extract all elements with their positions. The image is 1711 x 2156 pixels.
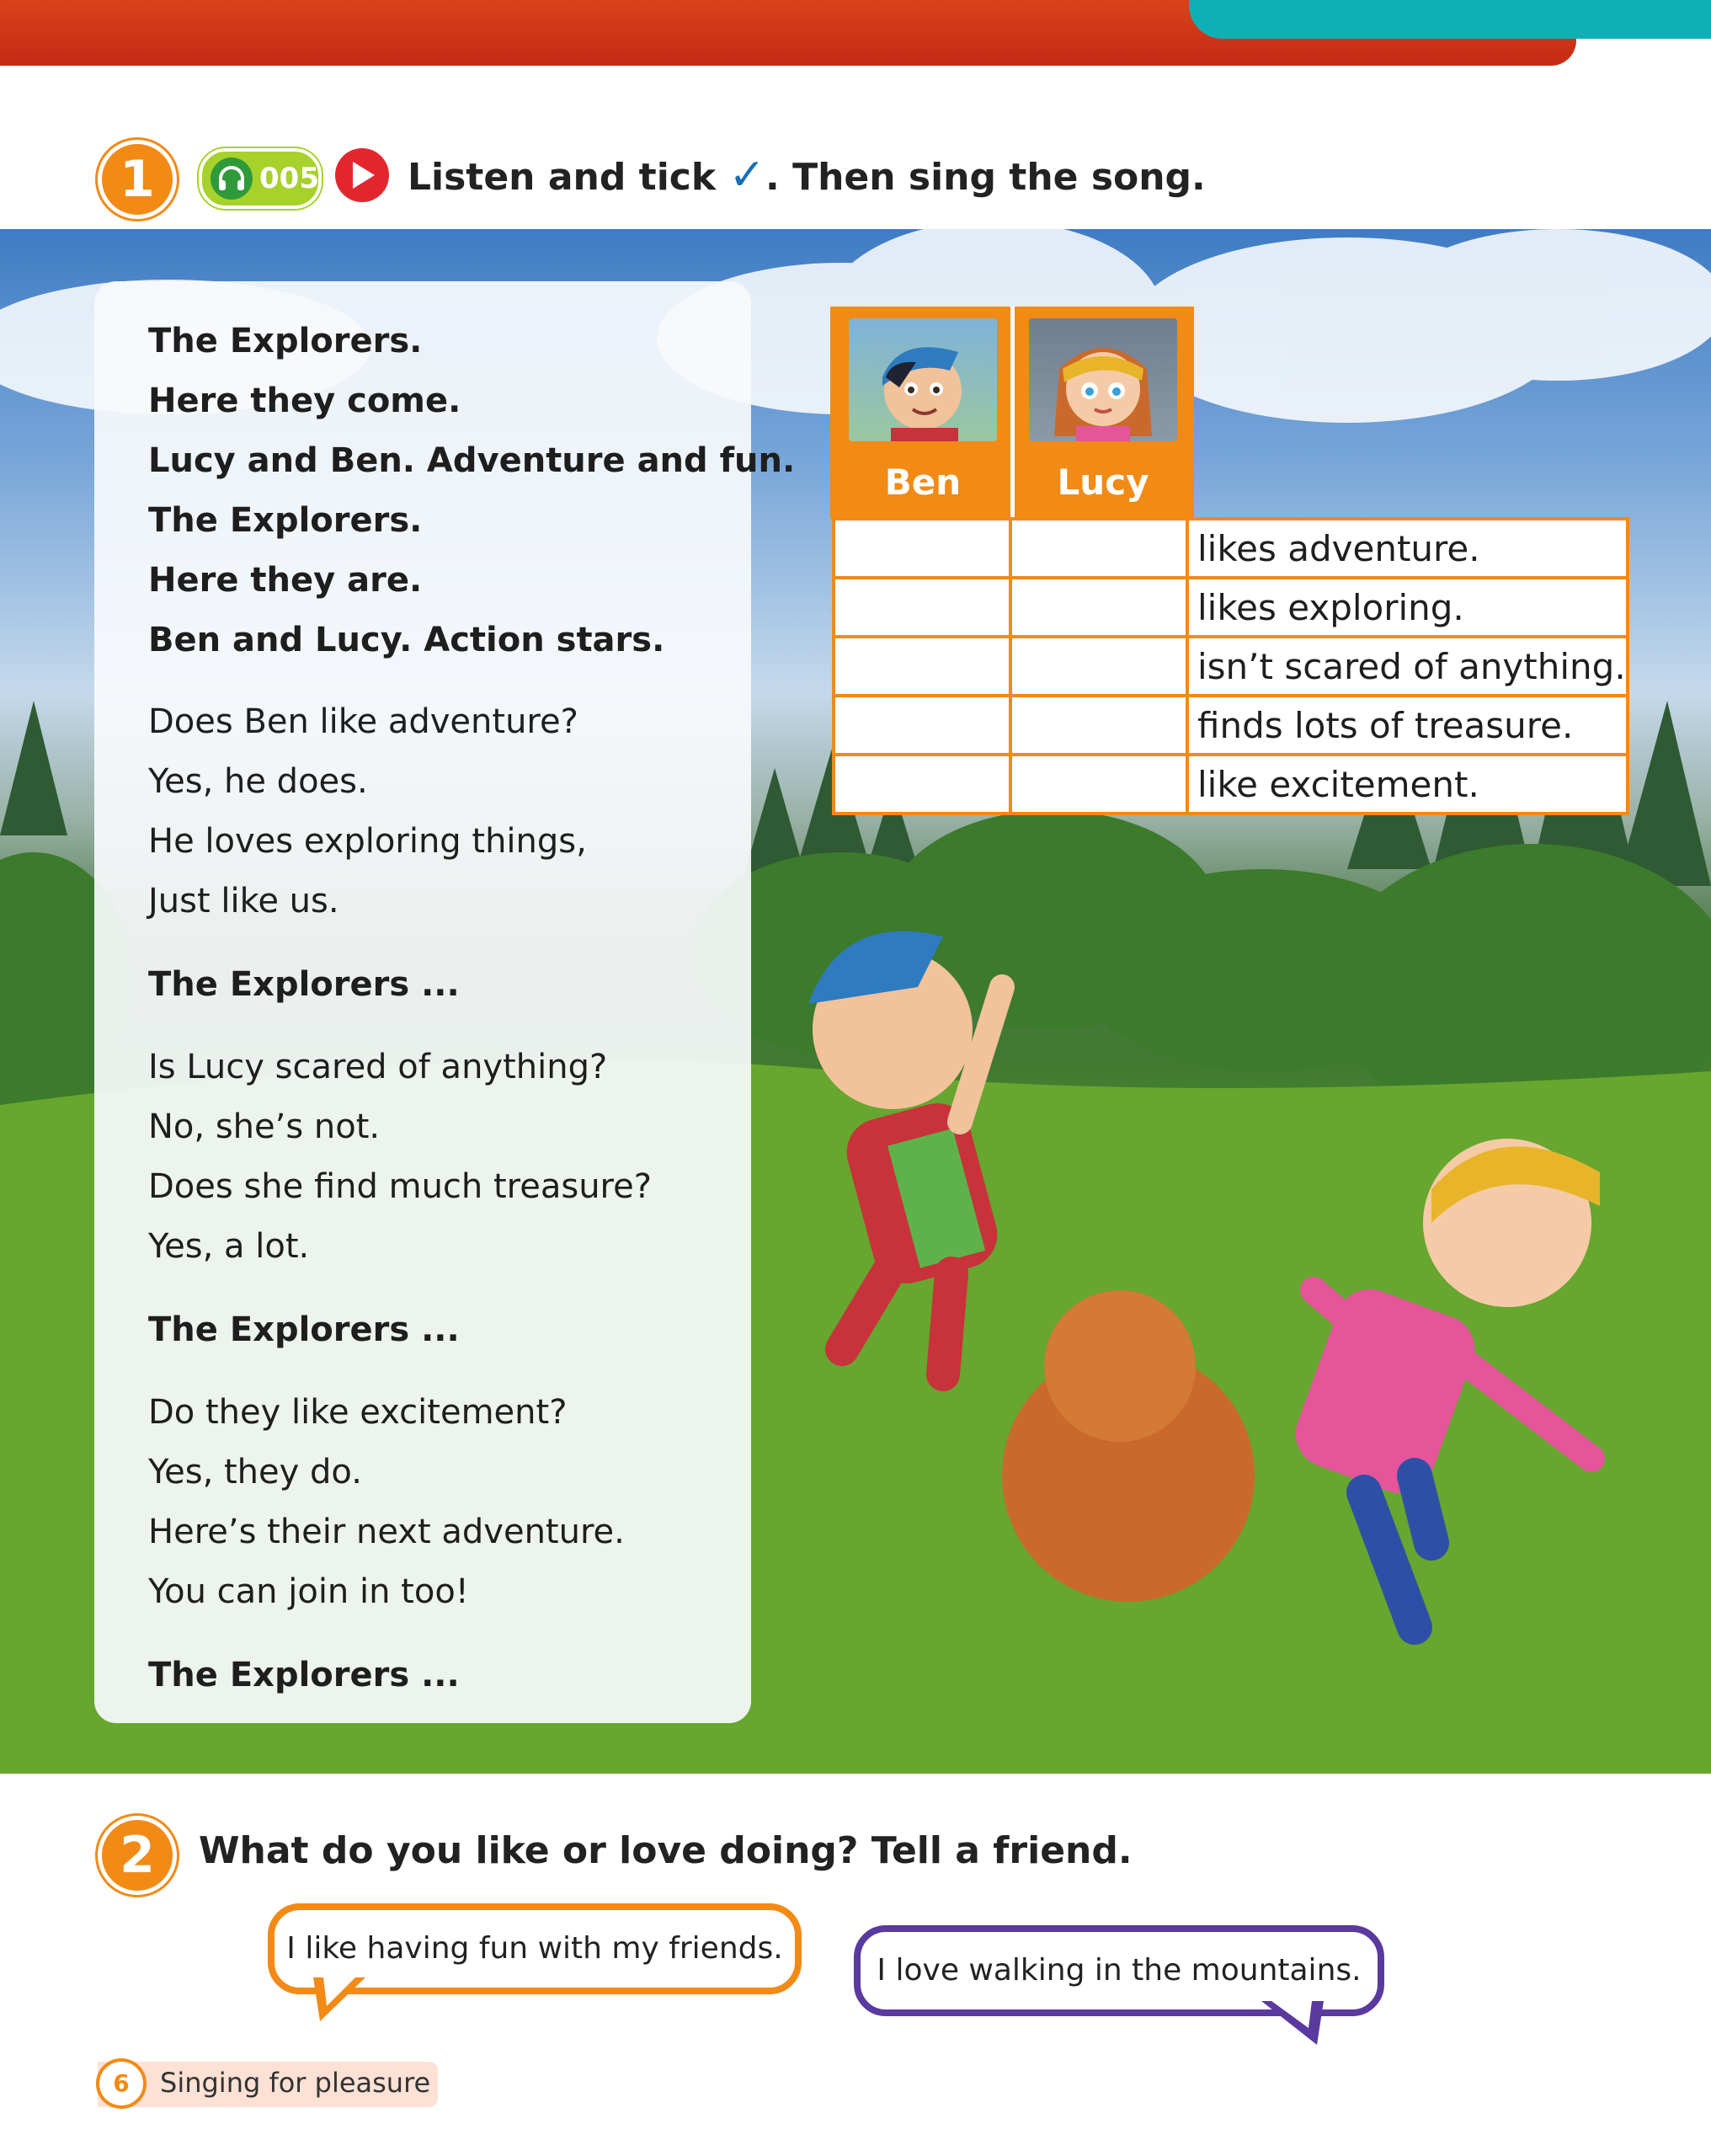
tick-box-ben[interactable] (834, 637, 1010, 696)
lyric-line: The Explorers ... (148, 965, 460, 1004)
lyric-line: Does Ben like adventure? (148, 702, 578, 741)
lyric-line: The Explorers ... (148, 1310, 460, 1349)
exercise-2-number: 2 (98, 1816, 177, 1895)
speech-bubble-purple: I love walking in the mountains. (854, 1925, 1384, 2016)
statement-cell: likes exploring. (1187, 578, 1628, 637)
lyric-line: Do they like excitement? (148, 1393, 568, 1432)
tick-box-lucy[interactable] (1010, 637, 1187, 696)
statement-cell: likes adventure. (1187, 519, 1628, 578)
table-row (834, 696, 1628, 755)
exercise-1-instruction (408, 148, 1206, 205)
column-ben: Ben (884, 462, 962, 503)
lyric-line: The Explorers. (148, 501, 423, 540)
tick-box-lucy[interactable] (1010, 696, 1187, 755)
table-row (834, 637, 1628, 696)
tick-box-ben[interactable] (834, 578, 1010, 637)
tick-box-lucy[interactable] (1010, 519, 1187, 578)
instruction-part-1: Listen and tick (408, 156, 717, 199)
lyric-line: Does she find much treasure? (148, 1167, 652, 1206)
audio-track-badge[interactable] (199, 148, 322, 209)
ben-avatar (849, 318, 997, 441)
lyric-line: No, she’s not. (148, 1107, 381, 1146)
play-icon (351, 160, 376, 190)
headphones-icon (211, 157, 253, 200)
statement-cell: like excitement. (1187, 755, 1628, 814)
lyric-line: Just like us. (148, 882, 339, 921)
section-title: Singing for pleasure (160, 2067, 431, 2099)
tick-icon: ✓ (728, 150, 766, 200)
lyric-line: You can join in too! (148, 1572, 469, 1611)
lyric-line: Lucy and Ben. Adventure and fun. (148, 441, 796, 480)
statement-cell: isn’t scared of anything. (1187, 637, 1628, 696)
lyric-line: Is Lucy scared of anything? (148, 1048, 608, 1086)
tick-table (832, 517, 1629, 815)
tick-box-ben[interactable] (834, 696, 1010, 755)
lyric-line: Here they are. (148, 561, 423, 600)
table-row (834, 755, 1628, 814)
speech-bubble-purple-tail (1258, 2001, 1325, 2048)
column-lucy: Lucy (1057, 462, 1149, 503)
lucy-avatar (1029, 318, 1177, 441)
lyric-line: Yes, a lot. (148, 1227, 310, 1266)
lyric-line: The Explorers ... (148, 1656, 460, 1694)
instruction-part-2: . Then sing the song. (765, 156, 1206, 199)
statement-cell: finds lots of treasure. (1187, 696, 1628, 755)
lyric-line: Here they come. (148, 382, 461, 420)
page-number: 6 (96, 2058, 147, 2109)
tick-box-lucy[interactable] (1010, 578, 1187, 637)
exercise-1-number: 1 (98, 140, 177, 219)
lyric-line: The Explorers. (148, 322, 423, 360)
tick-box-ben[interactable] (834, 755, 1010, 814)
speech-bubble-orange: I like having fun with my friends. (268, 1903, 802, 1994)
lyric-line: Yes, he does. (148, 762, 368, 801)
table-row (834, 519, 1628, 578)
lyric-line: Yes, they do. (148, 1453, 362, 1492)
tick-box-ben[interactable] (834, 519, 1010, 578)
exercise-2-instruction: What do you like or love doing? Tell a friend. (199, 1829, 1133, 1872)
top-banner-teal (1189, 0, 1711, 39)
lyric-line: Here’s their next adventure. (148, 1513, 625, 1551)
audio-track-number: 005 (259, 162, 319, 195)
play-button[interactable] (335, 148, 389, 202)
lyric-line: Ben and Lucy. Action stars. (148, 621, 665, 659)
table-row (834, 578, 1628, 637)
lyric-line: He loves exploring things, (148, 822, 587, 861)
speech-bubble-orange-tail (312, 1977, 370, 2025)
tick-box-lucy[interactable] (1010, 755, 1187, 814)
